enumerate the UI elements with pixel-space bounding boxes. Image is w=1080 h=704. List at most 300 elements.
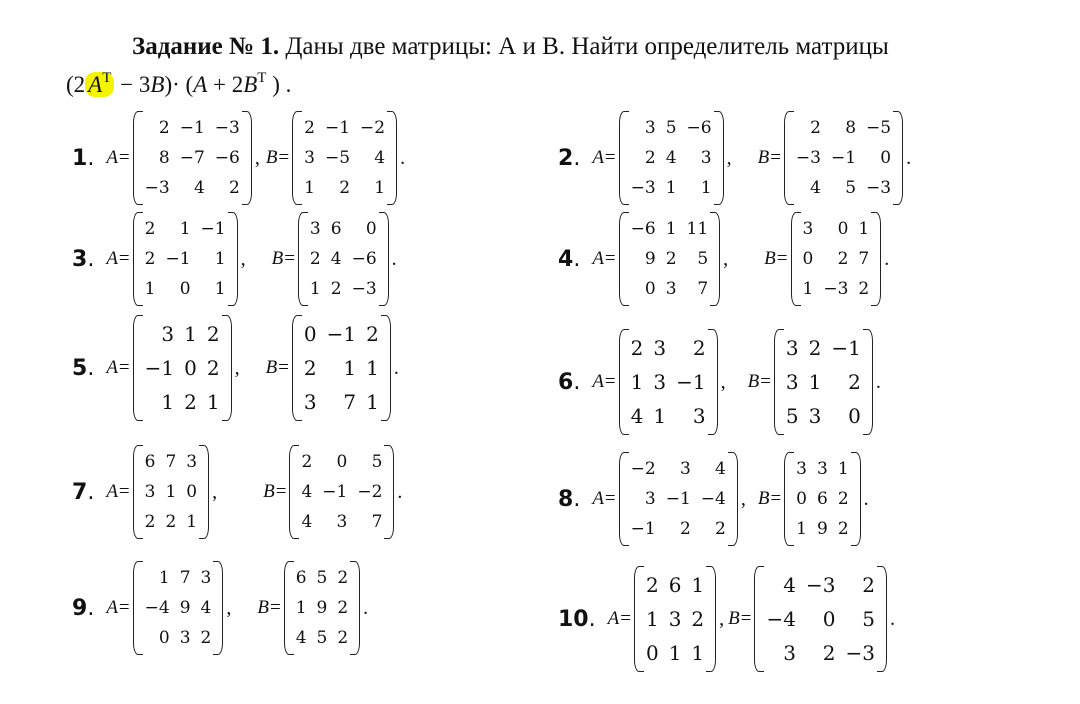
matrix-cell: 9 xyxy=(316,598,328,618)
matrix-cell: 0 xyxy=(184,356,197,380)
matrix-cell: −1 xyxy=(831,336,861,360)
matrix-a xyxy=(133,315,232,421)
matrix-cell: 2 xyxy=(303,356,317,380)
left-parenthesis xyxy=(289,445,299,539)
matrix-cell: −6 xyxy=(214,148,240,168)
matrix-cell: −1 xyxy=(322,482,348,502)
equals-sign: = xyxy=(770,488,782,509)
problem-number-dot: . xyxy=(87,246,95,272)
equals-sign: = xyxy=(604,147,616,168)
matrix-b xyxy=(284,561,360,655)
matrix-grid xyxy=(629,212,711,306)
matrix-b xyxy=(298,212,389,306)
problem-number-dot: . xyxy=(573,145,581,171)
matrix-grid xyxy=(143,445,199,539)
matrix-b-label: B xyxy=(757,147,770,168)
matrix-cell: 2 xyxy=(206,356,220,380)
transpose-superscript: T xyxy=(102,70,112,86)
left-parenthesis xyxy=(284,561,294,655)
left-parenthesis xyxy=(619,212,629,306)
matrix-grid xyxy=(302,111,387,205)
matrix-cell: 1 xyxy=(691,641,705,665)
matrix-cell: −3 xyxy=(214,118,240,138)
problem-number xyxy=(72,480,94,505)
left-parenthesis xyxy=(133,315,143,421)
matrix-cell: −1 xyxy=(324,118,351,138)
matrix-cell: 6 xyxy=(330,219,342,239)
left-parenthesis xyxy=(133,212,143,306)
matrix-a-label: A xyxy=(607,608,620,629)
left-parenthesis xyxy=(292,111,302,205)
matrix-cell: 4 xyxy=(301,482,313,502)
matrix-grid xyxy=(644,566,706,672)
matrix-cell: −3 xyxy=(845,641,875,665)
matrix-b-label: B xyxy=(257,597,269,618)
matrix-cell: 1 xyxy=(796,519,807,539)
problem-number-dot: . xyxy=(588,606,596,632)
equals-sign: = xyxy=(604,371,616,392)
matrix-cell: 2 xyxy=(862,573,875,597)
end-period: . xyxy=(875,370,881,393)
matrix-cell: 3 xyxy=(644,118,656,138)
problem-number-value: 10 xyxy=(558,606,589,632)
problem-number xyxy=(558,370,580,395)
task-title xyxy=(132,32,889,62)
matrix-cell: 1 xyxy=(700,178,712,198)
right-parenthesis xyxy=(387,111,397,205)
matrix-cell: 2 xyxy=(144,249,156,269)
comma-separator: , xyxy=(720,370,726,393)
matrix-cell: −1 xyxy=(165,249,191,269)
matrix-cell: 3 xyxy=(200,568,212,588)
problem-number-value: 9 xyxy=(72,595,88,621)
matrix-cell: 3 xyxy=(303,390,317,414)
matrix-cell: −2 xyxy=(360,118,386,138)
matrix-cell: 1 xyxy=(668,641,682,665)
matrix-cell: 0 xyxy=(645,641,659,665)
matrix-cell: 2 xyxy=(837,249,849,269)
matrix-cell: 1 xyxy=(179,219,191,239)
problem-number-dot: . xyxy=(573,486,581,512)
formula-part: (2 xyxy=(66,72,86,97)
matrix-cell: 6 xyxy=(295,568,307,588)
matrix-cell: 1 xyxy=(366,356,379,380)
matrix-cell: −6 xyxy=(630,219,656,239)
matrix-b-label: B xyxy=(271,248,284,269)
end-period: . xyxy=(863,487,869,510)
matrix-cell: 0 xyxy=(186,482,198,502)
matrix-cell: −1 xyxy=(200,219,226,239)
matrix-b xyxy=(784,452,860,546)
matrix-cell: 3 xyxy=(653,336,667,360)
matrix-grid xyxy=(629,111,714,205)
problem-number-value: 4 xyxy=(558,246,574,272)
left-parenthesis xyxy=(298,212,308,306)
comma-separator: , xyxy=(240,247,246,270)
matrix-cell: 3 xyxy=(802,219,814,239)
matrix-cell: −2 xyxy=(630,459,656,479)
problem-number-value: 8 xyxy=(558,486,574,512)
matrix-cell: 2 xyxy=(691,607,705,631)
right-parenthesis xyxy=(871,212,881,306)
matrix-cell: 1 xyxy=(802,279,814,299)
matrix-cell: 2 xyxy=(330,279,342,299)
matrix-cell: 3 xyxy=(186,452,198,472)
matrix-cell: −4 xyxy=(766,607,796,631)
matrix-cell: 2 xyxy=(665,249,677,269)
equals-sign: = xyxy=(275,481,287,502)
right-parenthesis xyxy=(877,566,887,672)
matrix-cell: 3 xyxy=(700,148,712,168)
formula-part: − 3 xyxy=(114,72,151,97)
matrix-grid xyxy=(784,329,863,435)
problem-10 xyxy=(558,569,895,669)
problem-number xyxy=(72,146,94,171)
matrix-a-label: A xyxy=(592,371,604,392)
matrix-cell: 3 xyxy=(644,489,656,509)
matrix-cell: 2 xyxy=(301,452,313,472)
matrix-cell: 1 xyxy=(858,219,870,239)
matrix-cell: 3 xyxy=(161,322,175,346)
problem-number xyxy=(72,356,94,381)
matrix-cell: 5 xyxy=(316,628,328,648)
end-period: . xyxy=(391,247,397,270)
matrix-cell: −2 xyxy=(357,482,383,502)
problem-2 xyxy=(558,108,911,208)
matrix-cell: 4 xyxy=(783,573,796,597)
equals-sign: = xyxy=(776,248,788,269)
matrix-cell: 2 xyxy=(837,519,849,539)
matrix-cell: 8 xyxy=(158,148,170,168)
comma-separator: , xyxy=(723,247,729,270)
matrix-cell: 1 xyxy=(374,178,386,198)
matrix-cell: 7 xyxy=(179,568,191,588)
matrix-cell: 6 xyxy=(144,452,156,472)
equals-sign: = xyxy=(118,357,130,378)
problem-number xyxy=(558,607,596,632)
formula-part: ) . xyxy=(266,72,292,97)
matrix-cell: 4 xyxy=(301,512,313,532)
formula-symbol-b: B xyxy=(243,72,258,97)
matrix-cell: −5 xyxy=(324,148,351,168)
matrix-a-label: A xyxy=(592,488,604,509)
matrix-a xyxy=(619,452,738,546)
equals-sign: = xyxy=(770,147,781,168)
matrix-cell: 2 xyxy=(810,118,821,138)
matrix-cell: 2 xyxy=(229,178,240,198)
matrix-cell: 1 xyxy=(165,482,177,502)
matrix-cell: 7 xyxy=(371,512,383,532)
matrix-cell: 1 xyxy=(343,356,357,380)
matrix-cell: 4 xyxy=(374,148,386,168)
matrix-cell: 2 xyxy=(644,148,656,168)
matrix-cell: 0 xyxy=(837,219,849,239)
right-parenthesis xyxy=(893,111,903,205)
matrix-cell: 1 xyxy=(837,459,849,479)
matrix-cell: 0 xyxy=(848,404,861,428)
equals-sign: = xyxy=(620,608,631,629)
matrix-a xyxy=(133,445,209,539)
problem-number-value: 2 xyxy=(558,145,574,171)
problem-number xyxy=(72,247,94,272)
matrix-cell: 2 xyxy=(158,118,170,138)
problem-number-value: 6 xyxy=(558,369,574,395)
matrix-cell: 8 xyxy=(845,118,857,138)
matrix-cell: −3 xyxy=(630,178,656,198)
matrix-b xyxy=(784,111,903,205)
problem-number-value: 3 xyxy=(72,246,88,272)
right-parenthesis xyxy=(384,445,394,539)
matrix-grid xyxy=(143,111,242,205)
matrix-cell: 3 xyxy=(796,459,807,479)
matrix-cell: 1 xyxy=(309,279,321,299)
task-title-bold: Задание № 1. xyxy=(132,33,280,60)
matrix-cell: 0 xyxy=(158,628,170,648)
matrix-cell: 5 xyxy=(316,568,328,588)
end-period: . xyxy=(906,146,912,169)
matrix-grid xyxy=(629,329,708,435)
matrix-cell: 2 xyxy=(206,322,220,346)
matrix-a xyxy=(133,561,224,655)
matrix-cell: 1 xyxy=(295,598,307,618)
matrix-a xyxy=(619,329,718,435)
problem-number-dot: . xyxy=(87,479,95,505)
problem-number-dot: . xyxy=(573,246,581,272)
problem-number xyxy=(72,596,94,621)
left-parenthesis xyxy=(784,452,794,546)
problem-4 xyxy=(558,209,889,309)
formula-part: + 2 xyxy=(207,72,244,97)
end-period: . xyxy=(393,356,399,379)
matrix-cell: 9 xyxy=(179,598,191,618)
matrix-cell: 7 xyxy=(697,279,709,299)
problem-number-value: 5 xyxy=(72,355,88,381)
matrix-b-label: B xyxy=(265,147,278,168)
equals-sign: = xyxy=(118,481,130,502)
matrix-cell: 4 xyxy=(630,404,644,428)
equals-sign: = xyxy=(284,248,295,269)
equals-sign: = xyxy=(604,248,616,269)
matrix-a xyxy=(133,212,238,306)
matrix-cell: 4 xyxy=(665,148,677,168)
matrix-b xyxy=(754,566,886,672)
problem-number-value: 7 xyxy=(72,479,88,505)
matrix-cell: 1 xyxy=(161,390,175,414)
matrix-cell: −7 xyxy=(179,148,205,168)
matrix-cell: −1 xyxy=(144,356,175,380)
left-parenthesis xyxy=(619,111,629,205)
matrix-cell: 1 xyxy=(304,178,315,198)
comma-separator: , xyxy=(740,487,746,510)
matrix-a-label: A xyxy=(106,481,118,502)
left-parenthesis xyxy=(791,212,801,306)
matrix-cell: 2 xyxy=(309,249,321,269)
matrix-cell: −3 xyxy=(823,279,849,299)
matrix-grid xyxy=(299,445,384,539)
matrix-cell: 1 xyxy=(691,573,705,597)
matrix-cell: 2 xyxy=(808,336,822,360)
matrix-cell: 3 xyxy=(692,404,706,428)
right-parenthesis xyxy=(710,212,720,306)
matrix-cell: 2 xyxy=(679,519,691,539)
matrix-cell: 1 xyxy=(366,390,379,414)
matrix-cell: 4 xyxy=(200,598,212,618)
matrix-cell: 2 xyxy=(144,219,156,239)
matrix-cell: 6 xyxy=(816,489,828,509)
problem-1 xyxy=(72,108,405,208)
problem-number xyxy=(558,487,580,512)
matrix-grid xyxy=(794,452,850,546)
equals-sign: = xyxy=(118,248,130,269)
matrix-cell: −3 xyxy=(351,279,377,299)
left-parenthesis xyxy=(619,329,629,435)
matrix-cell: 3 xyxy=(783,641,796,665)
matrix-cell: 0 xyxy=(802,249,814,269)
left-parenthesis xyxy=(634,566,644,672)
matrix-cell: 2 xyxy=(715,519,726,539)
matrix-cell: 2 xyxy=(630,336,644,360)
matrix-cell: −1 xyxy=(676,370,706,394)
matrix-a-label: A xyxy=(106,597,118,618)
matrix-cell: 0 xyxy=(880,148,892,168)
problem-number xyxy=(558,146,580,171)
matrix-cell: 1 xyxy=(186,512,198,532)
matrix-cell: 2 xyxy=(692,336,706,360)
end-period: . xyxy=(397,480,403,503)
matrix-grid xyxy=(308,212,379,306)
matrix-a xyxy=(634,566,716,672)
matrix-cell: 0 xyxy=(336,452,348,472)
matrix-grid xyxy=(143,561,214,655)
matrix-cell: 1 xyxy=(184,322,197,346)
matrix-cell: −3 xyxy=(795,148,821,168)
matrix-cell: 5 xyxy=(845,178,857,198)
matrix-cell: 3 xyxy=(816,459,828,479)
right-parenthesis xyxy=(199,445,209,539)
matrix-cell: 2 xyxy=(144,512,156,532)
matrix-b-label: B xyxy=(764,248,776,269)
comma-separator: , xyxy=(726,146,732,169)
matrix-cell: −1 xyxy=(179,118,205,138)
matrix-cell: 0 xyxy=(365,219,377,239)
highlight-mark xyxy=(85,72,114,97)
problem-number-value: 1 xyxy=(72,145,88,171)
end-period: . xyxy=(363,596,369,619)
problem-3 xyxy=(72,209,397,309)
matrix-cell: 3 xyxy=(679,459,691,479)
problem-number-dot: . xyxy=(573,369,581,395)
matrix-cell: 1 xyxy=(630,370,644,394)
problem-number-dot: . xyxy=(87,595,95,621)
matrix-cell: −4 xyxy=(144,598,170,618)
matrix-cell: 6 xyxy=(668,573,682,597)
equals-sign: = xyxy=(278,357,289,378)
right-parenthesis xyxy=(350,561,360,655)
problem-number-dot: . xyxy=(87,145,95,171)
comma-separator: , xyxy=(254,146,260,169)
matrix-cell: 5 xyxy=(862,607,875,631)
matrix-cell: 2 xyxy=(366,322,379,346)
matrix-cell: −5 xyxy=(866,118,892,138)
matrix-cell: −1 xyxy=(326,322,357,346)
matrix-grid xyxy=(143,315,222,421)
right-parenthesis xyxy=(381,315,391,421)
problem-5 xyxy=(72,318,399,418)
right-parenthesis xyxy=(714,111,724,205)
matrix-cell: 1 xyxy=(645,607,659,631)
matrix-cell: −3 xyxy=(144,178,170,198)
problem-7 xyxy=(72,442,402,542)
matrix-cell: 3 xyxy=(144,482,156,502)
matrix-b-label: B xyxy=(265,357,278,378)
matrix-cell: 5 xyxy=(371,452,383,472)
left-parenthesis xyxy=(774,329,784,435)
matrix-cell: 3 xyxy=(668,607,682,631)
matrix-cell: 1 xyxy=(808,370,822,394)
left-parenthesis xyxy=(784,111,794,205)
right-parenthesis xyxy=(222,315,232,421)
matrix-cell: 9 xyxy=(816,519,828,539)
matrix-cell: 5 xyxy=(697,249,709,269)
matrix-cell: 1 xyxy=(653,404,667,428)
comma-separator: , xyxy=(212,480,218,503)
matrix-cell: 2 xyxy=(858,279,870,299)
matrix-b xyxy=(774,329,873,435)
matrix-cell: 7 xyxy=(343,390,357,414)
left-parenthesis xyxy=(292,315,302,421)
matrix-cell: 5 xyxy=(665,118,677,138)
matrix-cell: −3 xyxy=(866,178,892,198)
problem-number-dot: . xyxy=(87,355,95,381)
matrix-cell: 4 xyxy=(330,249,342,269)
matrix-cell: 0 xyxy=(303,322,317,346)
matrix-cell: 0 xyxy=(644,279,656,299)
matrix-cell: 3 xyxy=(309,219,321,239)
matrix-cell: 2 xyxy=(304,118,315,138)
matrix-a-label: A xyxy=(592,147,604,168)
matrix-cell: −6 xyxy=(686,118,712,138)
matrix-cell: 0 xyxy=(796,489,807,509)
problem-8 xyxy=(558,449,869,549)
matrix-cell: 2 xyxy=(337,628,349,648)
left-parenthesis xyxy=(133,445,143,539)
matrix-a-label: A xyxy=(106,147,118,168)
matrix-cell: −3 xyxy=(805,573,836,597)
matrix-b-label: B xyxy=(728,608,740,629)
problem-9 xyxy=(72,558,368,658)
matrix-cell: 2 xyxy=(184,390,197,414)
matrix-cell: 1 xyxy=(144,279,156,299)
end-period: . xyxy=(889,607,895,630)
matrix-b-label: B xyxy=(757,488,770,509)
matrix-cell: 2 xyxy=(822,641,836,665)
equals-sign: = xyxy=(760,371,771,392)
matrix-grid xyxy=(294,561,350,655)
matrix-cell: 3 xyxy=(808,404,822,428)
comma-separator: , xyxy=(226,596,232,619)
right-parenthesis xyxy=(851,452,861,546)
problem-6 xyxy=(558,332,881,432)
matrix-cell: −1 xyxy=(830,148,857,168)
matrix-cell: 11 xyxy=(686,219,709,239)
left-parenthesis xyxy=(133,111,143,205)
left-parenthesis xyxy=(619,452,629,546)
matrix-cell: −1 xyxy=(665,489,691,509)
comma-separator: , xyxy=(719,607,725,630)
matrix-cell: 3 xyxy=(785,336,799,360)
matrix-grid xyxy=(302,315,381,421)
matrix-cell: 2 xyxy=(200,628,212,648)
